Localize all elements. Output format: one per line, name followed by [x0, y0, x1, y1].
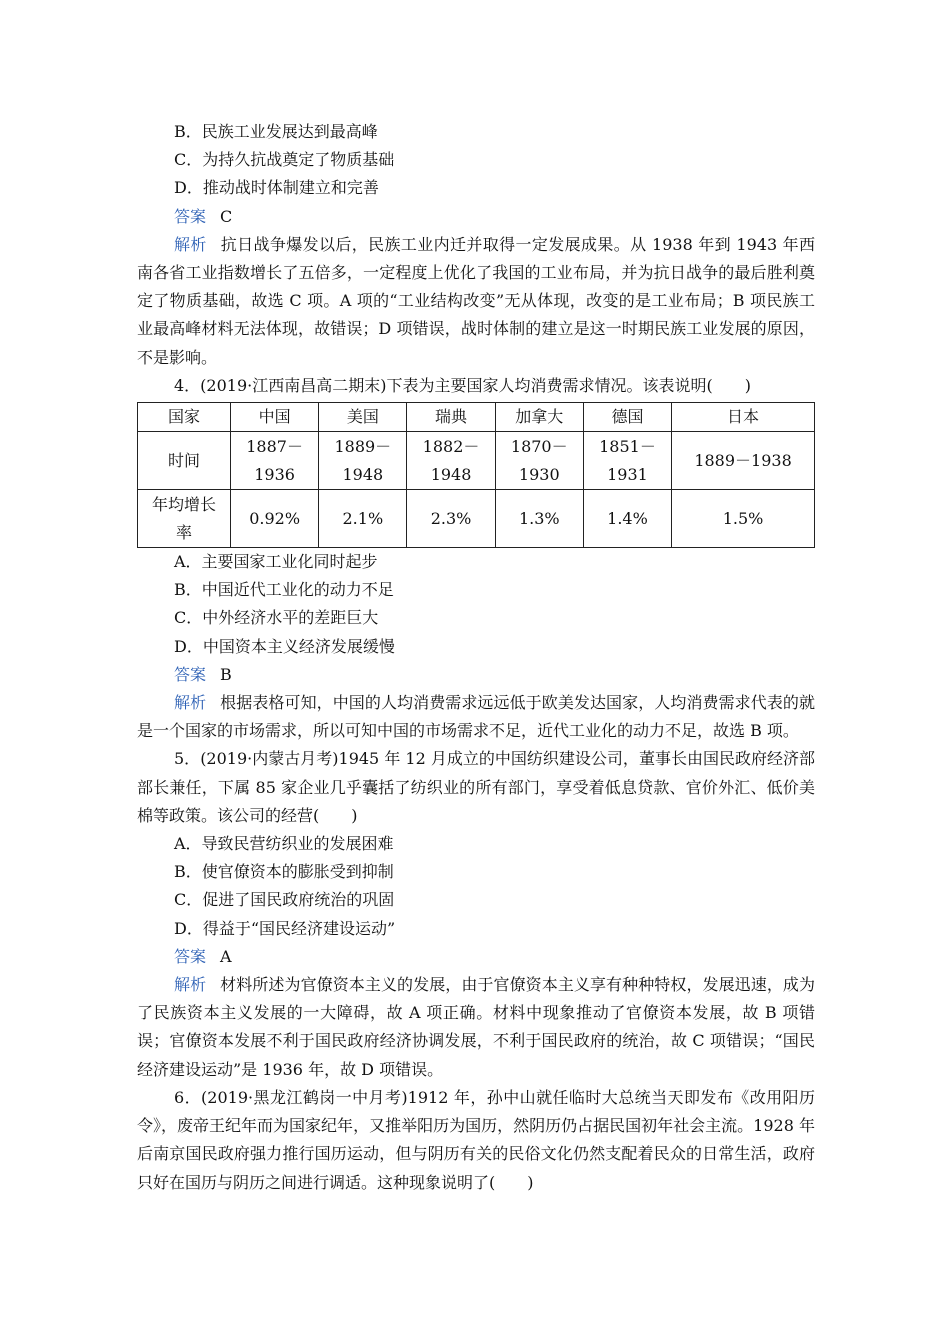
table-cell — [231, 432, 319, 490]
q4-answer-label: 答案 — [174, 664, 207, 684]
q4-answer — [137, 661, 815, 689]
time-end: 1948 — [430, 464, 472, 484]
q3-answer-label: 答案 — [174, 206, 207, 226]
table-row — [138, 432, 815, 490]
time-label-cell: 时间 — [138, 432, 231, 490]
q5-option-d: D．得益于“国民经济建设运动” — [174, 918, 396, 938]
table-cell: 1.4% — [583, 490, 671, 548]
q4-option-d: D．中国资本主义经济发展缓慢 — [174, 636, 395, 656]
q3-analysis-label: 解析 — [174, 234, 207, 254]
q4-option-b: B．中国近代工业化的动力不足 — [174, 580, 394, 600]
q5-analysis-text: 材料所述为官僚资本主义的发展，由于官僚资本主义享有种种特权，发展迅速，成为了民族资本主义发展的一大障碍，故 A 项正确。材料中现象推动了官僚资本发展，故 B 项错误；官僚资本发展不利于国民政府经济协调发展，不利于国民政府的统治，故 C 项错误；“国民经济建设运动”是 1936 年，故 D 项错误。 — [137, 975, 815, 1079]
table-cell — [407, 432, 495, 490]
time-start: 1887－ — [246, 436, 303, 456]
time-end: 1930 — [518, 464, 560, 484]
q4-consumption-table — [137, 402, 815, 548]
q5-analysis-label: 解析 — [174, 975, 207, 995]
time-end: 1931 — [607, 464, 648, 484]
q5-analysis — [137, 971, 815, 1084]
q3-option-d: D．推动战时体制建立和完善 — [174, 178, 379, 198]
table-cell: 2.3% — [407, 490, 495, 548]
table-header-cell: 美国 — [319, 403, 407, 432]
table-row — [138, 490, 815, 548]
rate-label-cell — [138, 490, 231, 548]
table-cell — [319, 432, 407, 490]
table-header-cell: 日本 — [672, 403, 815, 432]
q3-analysis — [137, 231, 815, 372]
q4-analysis-label: 解析 — [174, 693, 207, 713]
q4-analysis — [137, 689, 815, 745]
q6-stem: 6．(2019·黑龙江鹤岗一中月考)1912 年，孙中山就任临时大总统当天即发布《改用阳历令》，废帝王纪年而为国家纪年，又推举阳历为国历，然阴历仍占据民国初年社会主流。1928 年后南京国民政府强力推行国历运动，但与阴历有关的民俗文化仍然支配着民众的日常生活，政府只好在国历与阴历之间进行调适。这种现象说明了( ) — [137, 1087, 815, 1192]
q5-stem: 5．(2019·内蒙古月考)1945 年 12 月成立的中国纺织建设公司，董事长由国民政府经济部部长兼任，下属 85 家企业几乎囊括了纺织业的所有部门，享受着低息贷款、官价外汇、低价美棉等政策。该公司的经营( ) — [137, 749, 815, 825]
table-cell: 1.5% — [672, 490, 815, 548]
table-cell: 1889－1938 — [672, 432, 815, 490]
table-cell — [495, 432, 583, 490]
time-start: 1889－ — [334, 436, 392, 456]
time-end: 1936 — [254, 464, 295, 484]
table-header-cell: 德国 — [583, 403, 671, 432]
q4-option-c: C．中外经济水平的差距巨大 — [174, 608, 379, 628]
q4-stem: 4．(2019·江西南昌高二期末)下表为主要国家人均消费需求情况。该表说明( ) — [174, 375, 751, 395]
q5-answer-value: A — [220, 946, 232, 966]
table-header-cell: 中国 — [231, 403, 319, 432]
time-start: 1882－ — [422, 436, 480, 456]
table-header-cell: 瑞典 — [407, 403, 495, 432]
q5-option-b: B．使官僚资本的膨胀受到抑制 — [174, 862, 394, 882]
table-cell: 0.92% — [231, 490, 319, 548]
table-row — [138, 403, 815, 432]
q3-answer-value: C — [220, 206, 233, 226]
table-cell: 2.1% — [319, 490, 407, 548]
q3-analysis-text: 抗日战争爆发以后，民族工业内迁并取得一定发展成果。从 1938 年到 1943 年西南各省工业指数增长了五倍多，一定程度上优化了我国的工业布局，并为抗日战争的最后胜利奠定了物质基础，故选 C 项。A 项的“工业结构改变”无从体现，改变的是工业布局；B 项民族工业最高峰材料无法体现，故错误；D 项错误，战时体制的建立是这一时期民族工业发展的原因，不是影响。 — [137, 234, 815, 367]
q4-option-a: A．主要国家工业化同时起步 — [174, 552, 378, 572]
table-header-cell: 国家 — [138, 403, 231, 432]
time-start: 1851－ — [599, 436, 656, 456]
q4-answer-value: B — [220, 664, 232, 684]
table-cell: 1.3% — [495, 490, 583, 548]
time-end: 1948 — [342, 464, 384, 484]
q5-option-c: C．促进了国民政府统治的巩固 — [174, 890, 395, 910]
q3-option-c: C．为持久抗战奠定了物质基础 — [174, 150, 395, 170]
q5-answer — [137, 943, 815, 971]
q3-option-b: B．民族工业发展达到最高峰 — [174, 122, 378, 141]
q5-option-a: A．导致民营纺织业的发展困难 — [174, 834, 394, 854]
q5-answer-label: 答案 — [174, 946, 207, 966]
q3-answer — [137, 203, 815, 231]
q4-analysis-text: 根据表格可知，中国的人均消费需求远远低于欧美发达国家，人均消费需求代表的就是一个国家的市场需求，所以可知中国的市场需求不足，近代工业化的动力不足，故选 B 项。 — [137, 693, 815, 741]
document-content — [137, 118, 815, 1197]
table-header-cell: 加拿大 — [495, 403, 583, 432]
table-cell — [583, 432, 671, 490]
time-start: 1870－ — [510, 436, 568, 456]
rate-label: 年均增长率 — [151, 494, 216, 542]
